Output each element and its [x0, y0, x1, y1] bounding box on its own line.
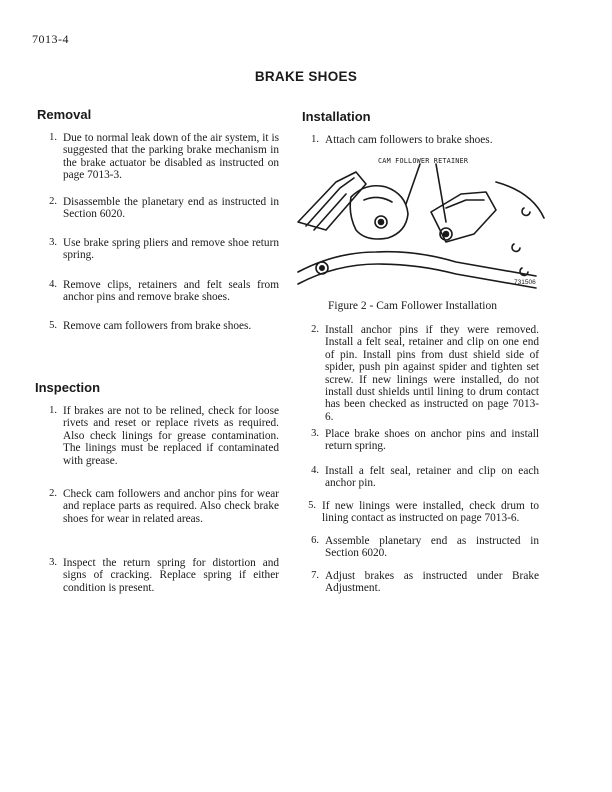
installation-item-3-text: Place brake shoes on anchor pins and install return spring.: [325, 428, 539, 453]
removal-item-1-text: Due to normal leak down of the air system, it is suggested that the parking brake mechanism in the brake actuator be disabled as instructed on page 7013-3.: [63, 132, 279, 182]
installation-item-2-number: 2.: [311, 324, 319, 335]
removal-item-2-text: Disassemble the planetary end as instructed in Section 6020.: [63, 196, 279, 221]
installation-item-5: [308, 500, 539, 525]
figure-caption: Figure 2 - Cam Follower Installation: [328, 300, 497, 312]
installation-item-1-number: 1.: [311, 134, 319, 145]
removal-item-5-number: 5.: [49, 320, 57, 331]
installation-item-6-text: Assemble planetary end as instructed in Section 6020.: [325, 535, 539, 560]
removal-item-2-number: 2.: [49, 196, 57, 207]
inspection-heading: Inspection: [35, 380, 101, 395]
removal-item-5-text: Remove cam followers from brake shoes.: [63, 320, 252, 332]
installation-item-2: [311, 324, 539, 423]
figure-callout-label: CAM FOLLOWER RETAINER: [378, 157, 469, 165]
removal-heading: Removal: [37, 107, 92, 122]
installation-item-4: [311, 465, 539, 490]
installation-item-5-number: 5.: [308, 500, 316, 511]
inspection-item-3-text: Inspect the return spring for distortion and signs of cracking. Replace spring if either condition is present.: [63, 557, 279, 594]
installation-item-1: [311, 134, 539, 146]
removal-item-4: [49, 279, 279, 304]
installation-item-3-number: 3.: [311, 428, 319, 439]
removal-item-4-text: Remove clips, retainers and felt seals from anchor pins and remove brake shoes.: [63, 279, 279, 304]
removal-item-3: [49, 237, 279, 262]
page-title: BRAKE SHOES: [254, 69, 358, 84]
installation-item-6-number: 6.: [311, 535, 319, 546]
removal-item-2: [49, 196, 279, 221]
inspection-item-2-text: Check cam followers and anchor pins for wear and replace parts as required. Also check brake shoes for wear in related areas.: [63, 488, 279, 525]
removal-item-3-number: 3.: [49, 237, 57, 248]
removal-item-4-number: 4.: [49, 279, 57, 290]
inspection-item-3: [49, 557, 279, 594]
cam-follower-illustration: [296, 152, 546, 292]
installation-item-1-text: Attach cam followers to brake shoes.: [325, 134, 493, 146]
installation-heading: Installation: [302, 109, 371, 124]
inspection-item-1-text: If brakes are not to be relined, check for loose rivets and reset or replace rivets as required. Also check linings for grease contamination. The linings must be replaced if contaminated with grease.: [63, 405, 279, 467]
installation-item-7-text: Adjust brakes as instructed under Brake Adjustment.: [325, 570, 539, 595]
installation-item-4-number: 4.: [311, 465, 319, 476]
installation-item-6: [311, 535, 539, 560]
installation-item-5-text: If new linings were installed, check drum to lining contact as instructed on page 7013-6.: [322, 500, 539, 525]
inspection-item-3-number: 3.: [49, 557, 57, 568]
inspection-item-2-number: 2.: [49, 488, 57, 499]
removal-item-1: [49, 132, 279, 182]
inspection-item-1-number: 1.: [49, 405, 57, 416]
removal-item-1-number: 1.: [49, 132, 57, 143]
installation-item-4-text: Install a felt seal, retainer and clip on each anchor pin.: [325, 465, 539, 490]
inspection-item-1: [49, 405, 279, 467]
removal-item-3-text: Use brake spring pliers and remove shoe return spring.: [63, 237, 279, 262]
installation-item-7-number: 7.: [311, 570, 319, 581]
installation-item-2-text: Install anchor pins if they were removed. Install a felt seal, retainer and clip on one end of pin. Install pins from dust shield side of spider, push pin against spider and tighten set screw. If new linings were installed, do not install dust shields until lining to drum contact has been checked as instructed on page 7013-6.: [325, 324, 539, 423]
page-number: 7013-4: [32, 32, 69, 46]
inspection-item-2: [49, 488, 279, 525]
installation-item-3: [311, 428, 539, 453]
installation-item-7: [311, 570, 539, 595]
figure-image-number: 731506: [514, 279, 536, 286]
removal-item-5: [49, 320, 279, 332]
